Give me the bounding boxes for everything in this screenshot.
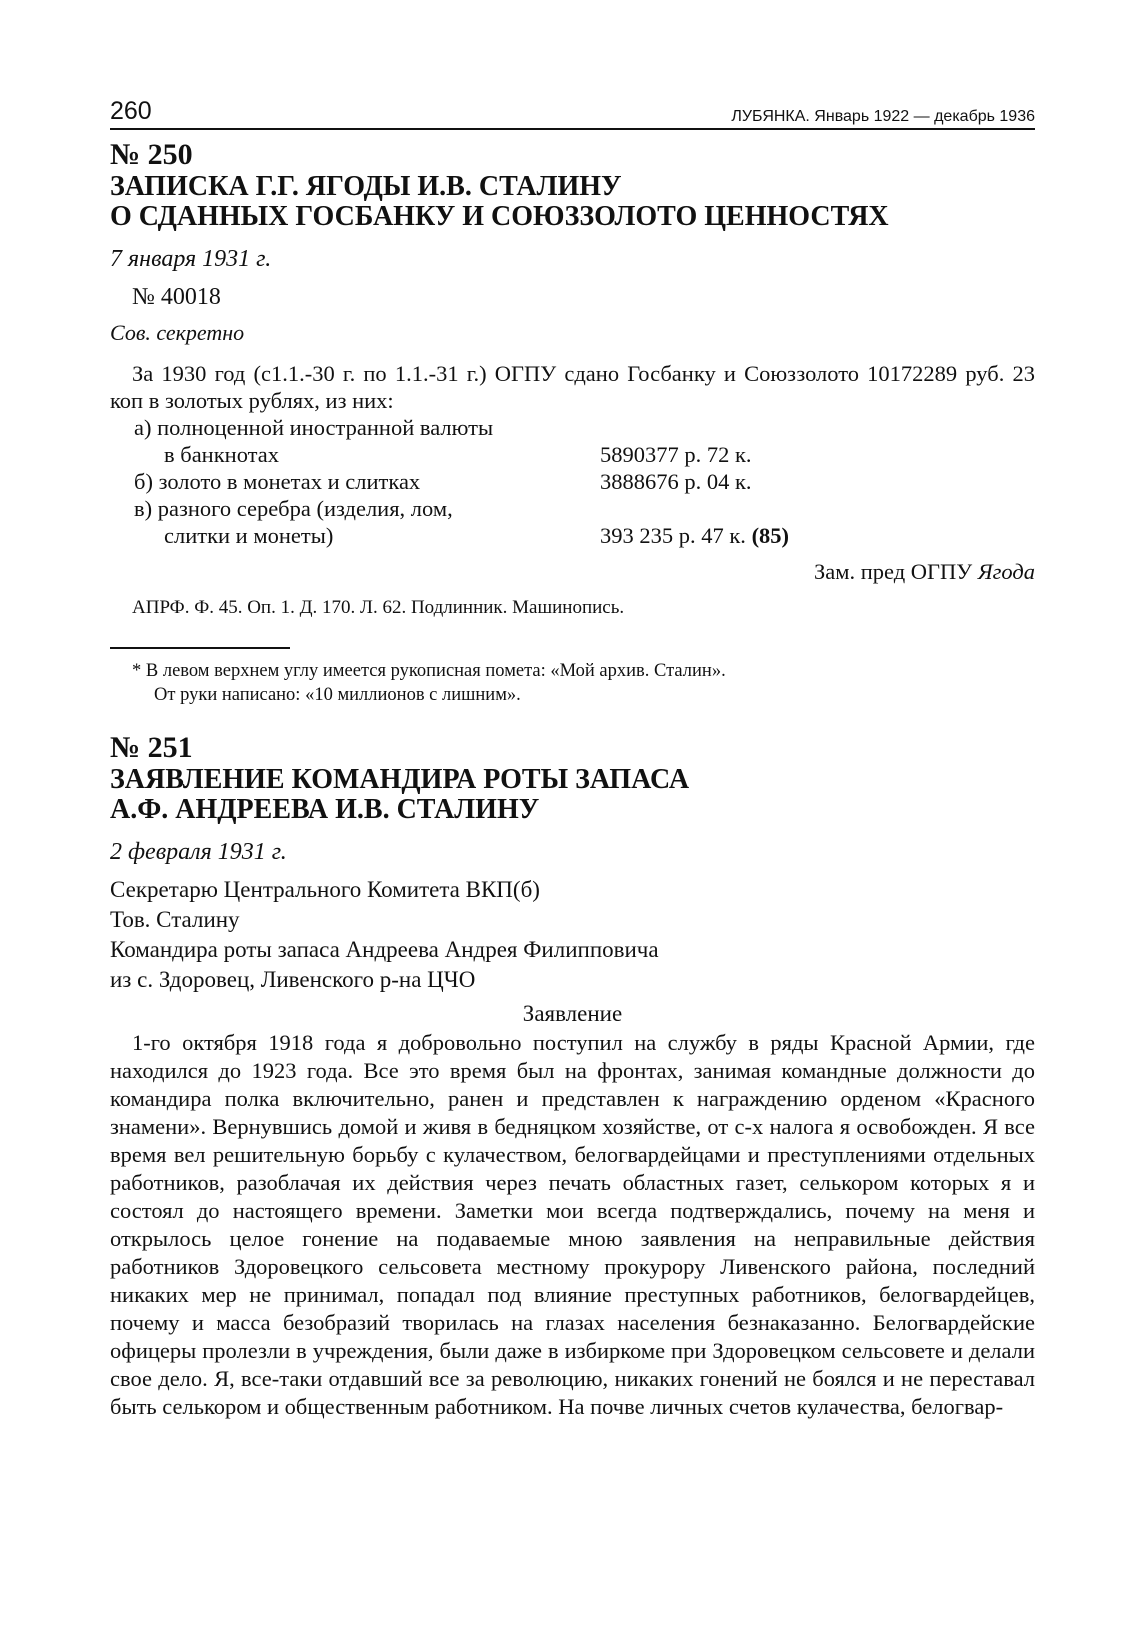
addressee-line: Командира роты запаса Андреева Андрея Филипповича [110,937,659,962]
list-item [110,468,1035,495]
list-item [110,414,1035,468]
note-reference: (85) [751,523,790,548]
signature-position: Зам. пред ОГПУ [813,559,973,584]
document-251 [110,731,1035,1421]
document-title-line: А.Ф. АНДРЕЕВА И.В. СТАЛИНУ [110,794,540,825]
valuables-list [110,414,1035,549]
item-description-cont: в банкнотах [164,442,279,467]
running-title: ЛУБЯНКА. Январь 1922 — декабрь 1936 [731,108,1035,125]
footnote-divider [110,647,290,649]
footnote [132,659,1035,707]
addressee-line: Секретарю Центрального Комитета ВКП(б) [110,877,540,902]
statement-heading: Заявление [522,1001,623,1026]
item-description-cont: слитки и монеты) [164,523,334,548]
item-sum: 3888676 р. 04 к. [600,469,752,494]
addressee-line: Тов. Сталину [110,907,240,932]
signature [110,557,1035,587]
document-250 [110,138,1035,707]
item-sum: 393 235 р. 47 к. [600,523,746,548]
document-page [110,96,1035,1421]
registration-number: № 40018 [132,284,221,310]
item-description: а) полноценной иностранной валюты [134,415,494,440]
document-number: № 251 [110,731,193,764]
page-number: 260 [110,97,152,125]
document-date: 7 января 1931 г. [110,246,272,272]
document-title-line: ЗАЯВЛЕНИЕ КОМАНДИРА РОТЫ ЗАПАСА [110,764,690,795]
archive-source: АПРФ. Ф. 45. Оп. 1. Д. 170. Л. 62. Подлинник. Машинопись. [132,597,625,618]
addressee-block [110,875,1035,995]
secrecy-mark: Сов. секретно [110,320,245,345]
list-item [110,495,1035,549]
intro-paragraph: За 1930 год (с1.1.-30 г. по 1.1.-31 г.) ОГПУ сдано Госбанку и Союззолото 10172289 руб. 23 коп в золотых рублях, из них: [110,361,1035,413]
statement-body: 1-го октября 1918 года я добровольно поступил на службу в ряды Красной Армии, где находился до 1923 года. Все это время был на фронтах, занимая командные должности до командира полка включительно, ранен и представлен к награждению орденом «Красного знамени». Вернувшись домой и живя в бедняцком хозяйстве, от с-х налога я освобожден. Я все время вел решительную борьбу с кулачеством, белогвардейцами и преступлениями отдельных работников, разоблачая их действия через печать областных газет, селькором которых я и состоял до настоящего времени. Заметки мои всегда подтверждались, почему на меня и открылось целое гонение на подаваемые мною заявления на неправильные действия работников Здоровецкого сельсовета местному прокурору Ливенского района, последний никаких мер не принимал, попадал под влияние преступных работников, белогвардейцев, почему и масса безобразий творилась на глазах населения безнаказанно. Белогвардейские офицеры пролезли в учреждения, были даже в избиркоме при Здоровецком сельсовете и делали свое дело. Я, все-таки отдавший все за революцию, никаких гонений не боялся и не переставал быть селькором и общественным работником. На почве личных счетов кулачества, белогвар- [110,1030,1035,1419]
footnote-line: * В левом верхнем углу имеется рукописная помета: «Мой архив. Сталин». [132,661,726,681]
document-date: 2 февраля 1931 г. [110,839,287,865]
footnote-line: От руки написано: «10 миллионов с лишним». [154,685,521,705]
document-title-line: ЗАПИСКА Г.Г. ЯГОДЫ И.В. СТАЛИНУ [110,171,622,202]
item-description: б) золото в монетах и слитках [134,469,421,494]
item-description: в) разного серебра (изделия, лом, [134,496,453,521]
document-number: № 250 [110,138,193,171]
item-sum: 5890377 р. 72 к. [600,442,752,467]
addressee-line: из с. Здоровец, Ливенского р-на ЦЧО [110,967,476,992]
signature-name: Ягода [977,559,1035,584]
running-header [110,96,1035,130]
document-title-line: О СДАННЫХ ГОСБАНКУ И СОЮЗЗОЛОТО ЦЕННОСТЯХ [110,201,889,232]
